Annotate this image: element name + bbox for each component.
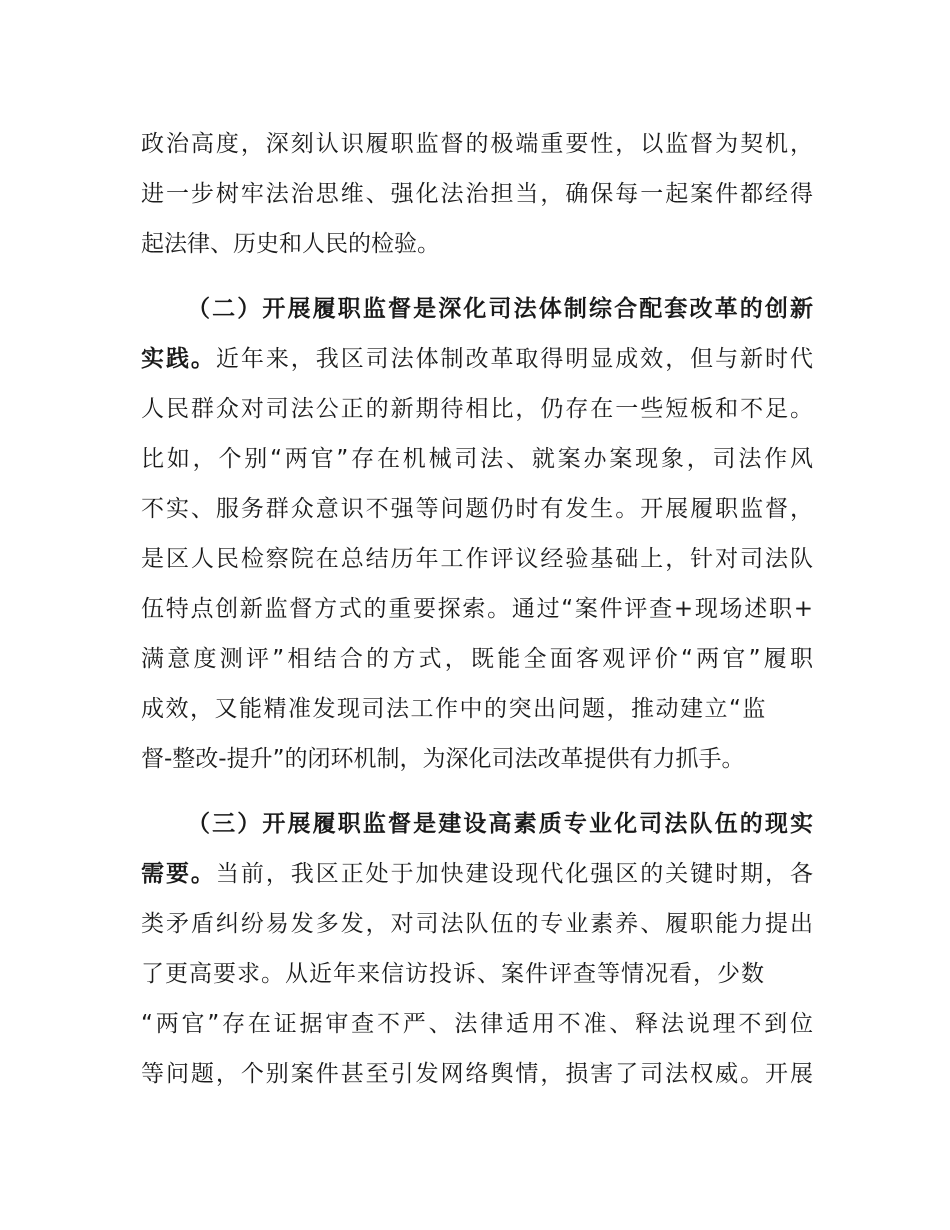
text-line: 进一步树牢法治思维、强化法治担当，确保每一起案件都经得 [141, 181, 813, 207]
section-heading-2-end: 实践。 [141, 346, 216, 372]
text-line: 等问题，个别案件甚至引发网络舆情，损害了司法权威。开展 [141, 1061, 813, 1087]
text-line: 不实、服务群众意识不强等问题仍时有发生。开展履职监督， [141, 496, 813, 522]
text-line [141, 854, 813, 894]
text-line: 督-整改-提升”的闭环机制，为深化司法改革提供有力抓手。 [141, 746, 745, 772]
section-heading-3: （三）开展履职监督是建设高素质专业化司法队伍的现实 [187, 811, 813, 837]
text-run: 近年来，我区司法体制改革取得明显成效，但与新时代 [215, 346, 813, 372]
text-line: “两官”存在证据审查不严、法律适用不准、释法说理不到位 [141, 1011, 813, 1037]
text-line [141, 339, 813, 379]
section-heading-3-end: 需要。 [141, 861, 216, 887]
text-line: 人民群众对司法公正的新期待相比，仍存在一些短板和不足。 [141, 396, 813, 422]
text-line: 起法律、历史和人民的检验。 [141, 231, 440, 257]
text-run: 当前，我区正处于加快建设现代化强区的关键时期，各 [215, 861, 813, 887]
text-line: 了更高要求。从近年来信访投诉、案件评查等情况看，少数 [141, 961, 765, 987]
text-line: 比如，个别“两官”存在机械司法、就案办案现象，司法作风 [141, 446, 813, 472]
section-heading-2: （二）开展履职监督是深化司法体制综合配套改革的创新 [187, 296, 813, 322]
text-line: 满意度测评”相结合的方式，既能全面客观评价“两官”履职 [141, 646, 813, 672]
text-line: 成效，又能精准发现司法工作中的突出问题，推动建立“监 [141, 696, 767, 722]
text-line: 伍特点创新监督方式的重要探索。通过“案件评查+现场述职+ [141, 596, 813, 622]
text-line: 政治高度，深刻认识履职监督的极端重要性，以监督为契机， [141, 131, 813, 157]
text-line: 是区人民检察院在总结历年工作评议经验基础上，针对司法队 [141, 546, 813, 572]
text-line: 类矛盾纠纷易发多发，对司法队伍的专业素养、履职能力提出 [141, 911, 813, 937]
